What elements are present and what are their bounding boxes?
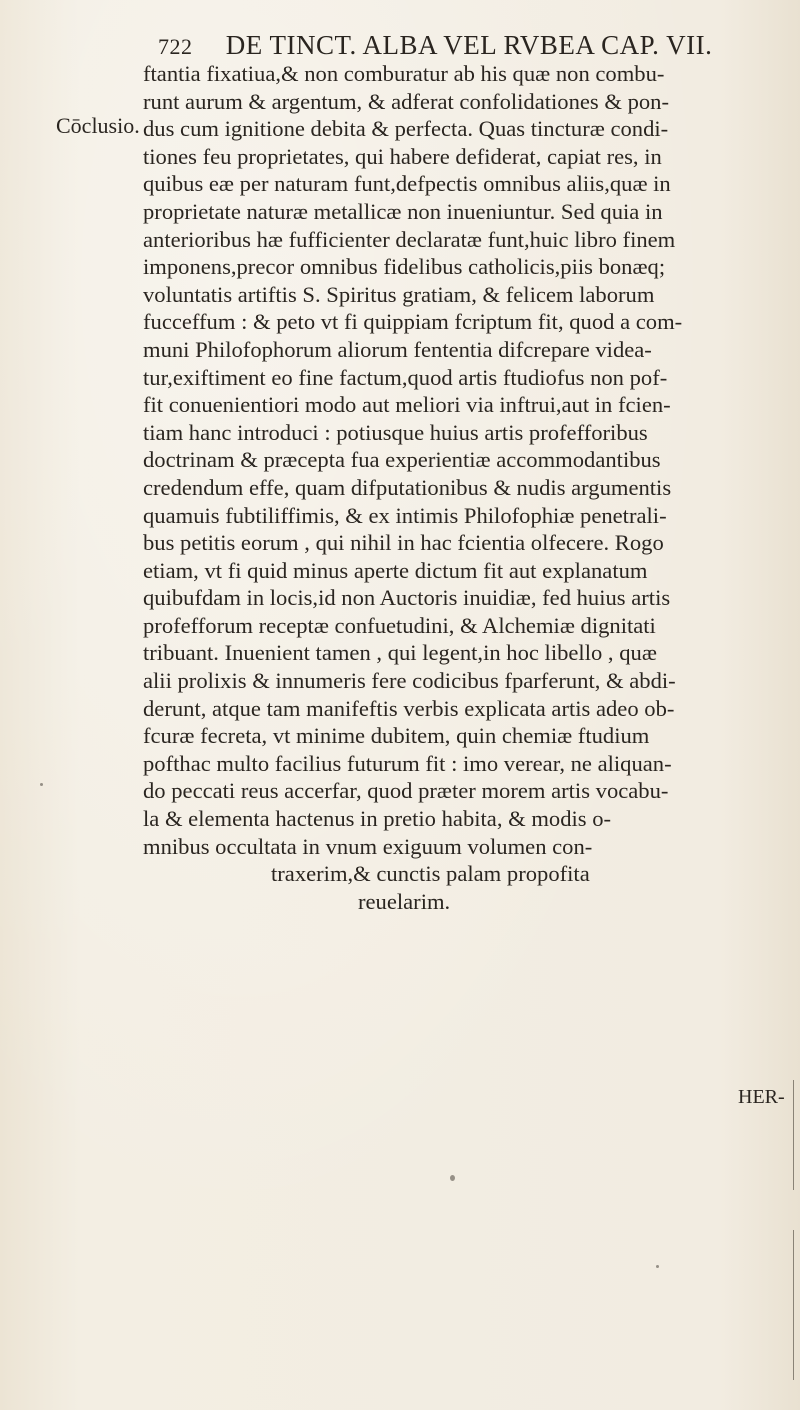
text-line: pofthac multo facilius futurum fit : imo verear, ne aliquan- [143, 750, 672, 776]
text-line: anterioribus hæ fufficienter declaratæ funt,huic libro finem [143, 226, 676, 252]
text-line: proprietate naturæ metallicæ non inueniuntur. Sed quia in [143, 198, 663, 224]
page-edge-mark [793, 1230, 794, 1380]
text-line: traxerim,& cunctis palam propofita [271, 861, 590, 887]
text-line: etiam, vt fi quid minus aperte dictum fit aut explanatum [143, 557, 648, 583]
ink-speck [656, 1265, 659, 1268]
text-line: tribuant. Inuenient tamen , qui legent,in hoc libello , quæ [143, 640, 657, 666]
text-line: quibus eæ per naturam funt,defpectis omnibus aliis,quæ in [143, 171, 671, 197]
text-line: do peccati reus accerfar, quod præter morem artis vocabu- [143, 778, 669, 804]
text-line: fucceffum : & peto vt fi quippiam fcriptum fit, quod a com- [143, 309, 683, 335]
text-line: bus petitis eorum , qui nihil in hac fcientia olfecere. Rogo [143, 530, 664, 556]
text-line: voluntatis artiftis S. Spiritus gratiam, & felicem laborum [143, 281, 655, 307]
text-line: reuelarim. [358, 888, 451, 914]
text-line: la & elementa hactenus in pretio habita, & modis o- [143, 806, 612, 832]
text-line: profefforum receptæ confuetudini, & Alchemiæ dignitati [143, 612, 656, 638]
text-line: runt aurum & argentum, & adferat confolidationes & pon- [143, 88, 669, 114]
text-line: alii prolixis & innumeris fere codicibus fparferunt, & abdi- [143, 668, 676, 694]
text-line: fcuræ fecreta, vt minime dubitem, quin chemiæ ftudium [143, 723, 650, 749]
text-line: derunt, atque tam manifeftis verbis explicata artis adeo ob- [143, 695, 675, 721]
body-text [143, 60, 793, 915]
page-edge-mark [793, 1080, 794, 1190]
ink-speck [450, 1175, 455, 1181]
text-line: ftantia fixatiua,& non comburatur ab his quæ non combu- [143, 61, 665, 86]
text-line: quamuis fubtiliffimis, & ex intimis Philofophiæ penetrali- [143, 502, 667, 528]
text-line: credendum effe, quam difputationibus & nudis argumentis [143, 474, 672, 500]
page-number: 722 [158, 34, 193, 59]
text-line: muni Philofophorum aliorum fententia difcrepare videa- [143, 336, 652, 362]
catchword: HER- [738, 1086, 785, 1108]
text-line: dus cum ignitione debita & perfecta. Quas tincturæ condi- [143, 116, 669, 142]
text-line: tiam hanc introduci : potiusque huius artis profefforibus [143, 419, 648, 445]
text-line: tur,exiftiment eo fine factum,quod artis ftudiofus non pof- [143, 364, 668, 390]
text-line: doctrinam & præcepta fua experientiæ accommodantibus [143, 447, 661, 473]
text-line: fit conuenientiori modo aut meliori via inftrui,aut in fcien- [143, 392, 671, 418]
running-title: DE TINCT. ALBA VEL RVBEA CAP. VII. [225, 30, 713, 60]
text-line: quibufdam in locis,id non Auctoris inuidiæ, fed huius artis [143, 585, 671, 611]
text-line: imponens,precor omnibus fidelibus catholicis,piis bonæq; [143, 254, 666, 280]
text-line: tiones feu proprietates, qui habere defiderat, capiat res, in [143, 143, 662, 169]
margin-note: Cōclusio. [56, 113, 140, 138]
ink-speck [40, 783, 43, 786]
running-header [158, 30, 758, 62]
text-line: mnibus occultata in vnum exiguum volumen con- [143, 833, 593, 859]
